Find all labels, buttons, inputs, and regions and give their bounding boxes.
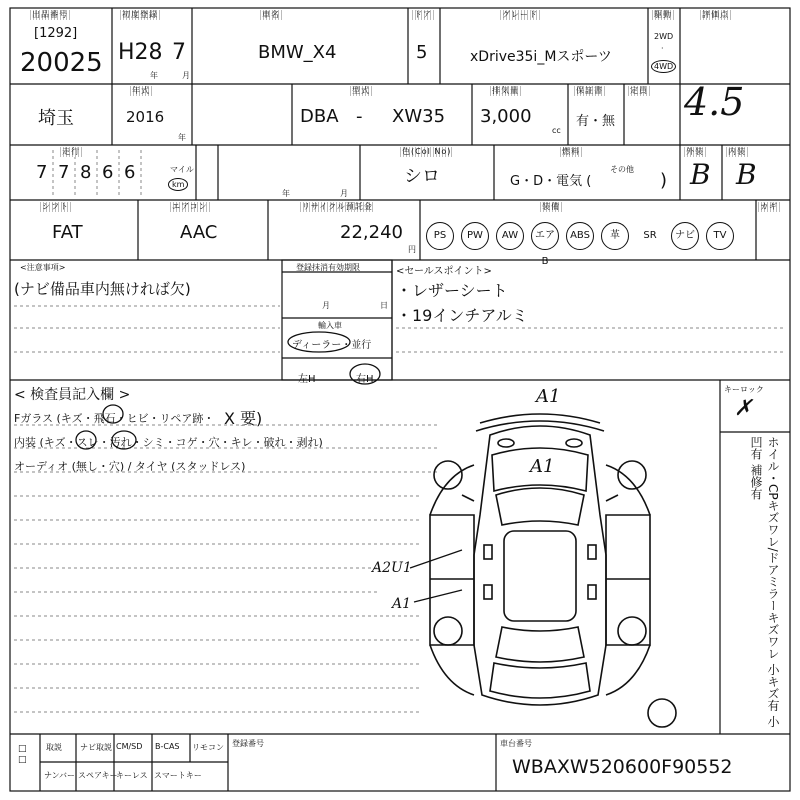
mileage-unit-km: km	[168, 178, 188, 191]
sales-point-1: ・レザーシート	[396, 281, 508, 300]
import-dealer: ディーラー・並行	[292, 340, 372, 351]
fuel: G・D・電気 (	[510, 174, 592, 189]
label-shift: シフト	[42, 202, 69, 211]
side-note: ホイル・CPキズワレ/ドアミラーキズワレ 小キズ有 小凹有 補修有	[749, 436, 780, 728]
warranty: 有・無	[576, 114, 616, 129]
mileage-digit: 7	[58, 162, 70, 183]
model-year: 2016	[126, 108, 165, 126]
equip-ps: PS	[426, 222, 454, 250]
mileage-digit: 6	[102, 162, 114, 183]
prefecture: 埼玉	[38, 108, 74, 129]
model-year-unit: 年	[178, 133, 186, 142]
color-month-unit: 月	[340, 189, 348, 198]
label-grade: グレード	[502, 10, 538, 19]
cc-unit: cc	[552, 126, 561, 135]
equip-sr: SR	[643, 230, 657, 241]
fuel-other: その他	[610, 165, 634, 174]
bottom-item: B-CAS	[155, 742, 180, 751]
recycle-unit: 円	[408, 245, 416, 254]
import-label: 輸入車	[318, 321, 342, 330]
reg-expiry-month: 月	[322, 301, 330, 310]
label-lot: 出品番号	[32, 10, 68, 19]
label-warranty: 保証書	[576, 86, 603, 95]
inspector-line2: 内装 (キズ・スレ・汚れ・シミ・コゲ・穴・キレ・破れ・剥れ)	[14, 436, 323, 449]
bottom-corner-box: □ □	[18, 744, 27, 765]
score: 4.5	[684, 80, 745, 124]
label-score: 評価点	[702, 10, 729, 19]
bottom-item: ナビ取説	[80, 743, 112, 752]
equip-leather: 革	[601, 222, 629, 250]
type-dash: -	[356, 106, 363, 127]
bottom-item: リモコン	[192, 743, 224, 752]
equip-aw: AW	[496, 222, 524, 250]
sales-points-label: <セールスポイント>	[396, 266, 492, 277]
lot-small: [1292]	[34, 26, 78, 41]
mileage-digit: 6	[124, 162, 136, 183]
sales-point-2: ・19インチアルミ	[396, 306, 528, 325]
notes-label: <注意事項>	[20, 263, 66, 272]
mark-door-rear: A1	[392, 596, 412, 612]
bottom-item: 取説	[46, 743, 62, 752]
vin-label: 車台番号	[500, 739, 532, 748]
vin: WBAXW520600F90552	[512, 756, 733, 778]
bottom-item: スペアキー	[78, 771, 118, 780]
ac: AAC	[180, 222, 218, 243]
equip-abs: ABS	[566, 222, 594, 250]
shift: FAT	[52, 222, 83, 243]
label-equipment: 装備	[542, 202, 560, 211]
equip-airbag: エアB	[531, 222, 559, 250]
doors: 5	[416, 42, 428, 63]
inspector-line3: オーディオ (無し・穴) / タイヤ (スタッドレス)	[14, 460, 246, 473]
equip-navi: ナビ	[671, 222, 699, 250]
equip-tv: TV	[706, 222, 734, 250]
keylock-label: キーロック	[724, 385, 764, 394]
first-reg-year-unit: 年	[150, 71, 158, 80]
steering-left: 左H	[298, 374, 316, 385]
label-ext-grade: 外装	[686, 147, 704, 156]
car-name: BMW_X4	[258, 42, 337, 63]
inspector-line1-mark: X 要)	[224, 409, 263, 428]
label-drive: 駆動	[654, 10, 672, 19]
steering-right: 右H	[356, 374, 374, 385]
bottom-item: キーレス	[116, 771, 148, 780]
label-key: カギ	[760, 202, 778, 211]
color-year-unit: 年	[282, 189, 290, 198]
label-type: 型式	[352, 86, 370, 95]
mileage-digit: 8	[80, 162, 92, 183]
grade: xDrive35i_Mスポーツ	[470, 49, 612, 65]
notes-line1: (ナビ備品車内無ければ欠)	[14, 280, 191, 298]
mark-front-bumper: A1	[536, 386, 561, 407]
equip-pw: PW	[461, 222, 489, 250]
label-capacity: 定員	[630, 86, 648, 95]
drive-4wd: 4WD	[651, 60, 676, 73]
int-grade: B	[736, 158, 757, 191]
type-code: XW35	[392, 106, 446, 127]
mark-hood: A1	[530, 456, 555, 477]
first-reg-month-unit: 月	[182, 71, 190, 80]
bottom-item: CM/SD	[116, 742, 143, 751]
mileage-unit-mile: マイル	[170, 165, 194, 174]
mileage-digit: 7	[36, 162, 48, 183]
bottom-item: スマートキー	[154, 771, 202, 780]
label-int-grade: 内装	[728, 147, 746, 156]
inspector-line1: Fガラス (キズ・飛石・ヒビ・リペア跡・	[14, 412, 215, 425]
label-color: 色(Col No)	[402, 147, 452, 156]
lot-number: 20025	[20, 48, 103, 78]
recycle: 22,240	[340, 222, 403, 243]
label-ac: エアコン	[172, 202, 208, 211]
type-prefix: DBA	[300, 106, 339, 127]
label-first-reg: 初度登録	[122, 10, 158, 19]
label-cc: 排気量	[492, 86, 519, 95]
label-recycle: リサイクル預託金	[302, 202, 373, 211]
inspector-title: < 検査員記入欄 >	[14, 387, 131, 403]
label-mileage: 走行	[62, 147, 80, 156]
label-doors: ドア	[414, 10, 432, 19]
cc: 3,000	[480, 106, 532, 127]
reg-expiry-day: 日	[380, 301, 388, 310]
first-reg: H28	[118, 40, 163, 65]
color: シロ	[404, 166, 440, 187]
ext-grade: B	[690, 158, 711, 191]
drive-2wd: 2WD	[654, 32, 674, 41]
mark-door-front: A2U1	[372, 560, 412, 576]
first-reg-month: 7	[172, 40, 186, 65]
keylock-mark: ✗	[734, 396, 753, 421]
label-year: 年式	[132, 86, 150, 95]
bottom-item: ナンバー	[44, 771, 76, 780]
label-fuel: 燃料	[562, 147, 580, 156]
reg-expiry-label: 登録抹消有効期限	[296, 263, 360, 272]
reg-number-label: 登録番号	[232, 739, 264, 748]
label-car-name: 車名	[262, 10, 280, 19]
